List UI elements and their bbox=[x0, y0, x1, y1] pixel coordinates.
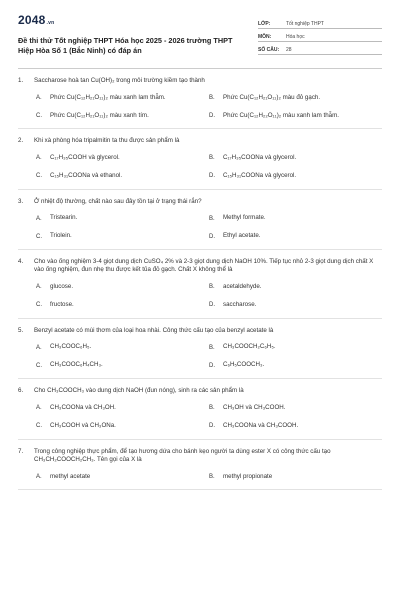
answer-option[interactable] bbox=[36, 402, 209, 415]
answer-option[interactable] bbox=[36, 281, 209, 294]
question-text: Saccharose hoà tan Cu(OH)₂ trong môi trường kiềm tạo thành bbox=[34, 77, 205, 84]
option-text: methyl acetate bbox=[50, 472, 91, 480]
answer-option[interactable] bbox=[36, 152, 209, 165]
option-letter: C. bbox=[36, 422, 42, 429]
logo-text: 2048 bbox=[18, 13, 46, 27]
question-stem bbox=[18, 327, 382, 335]
option-text: CH₃COONa và CH₃COOH. bbox=[223, 421, 299, 429]
question-text: Ở nhiệt độ thường, chất nào sau đây tồn tại ở trạng thái rắn? bbox=[34, 197, 202, 205]
exam-title: Đề thi thử Tốt nghiệp THPT Hóa học 2025 - 2026 trường THPT Hiệp Hòa Số 1 (Bắc Ninh) có đáp án bbox=[18, 36, 233, 56]
answer-option[interactable] bbox=[36, 109, 209, 122]
option-text: CH₃COONa và CH₃OH. bbox=[50, 403, 116, 411]
logo-suffix: .vn bbox=[46, 20, 55, 26]
option-text: CH₃COOH và CH₃ONa. bbox=[50, 421, 116, 429]
title-block bbox=[18, 12, 246, 68]
option-letter: D. bbox=[209, 422, 215, 429]
site-logo[interactable] bbox=[18, 12, 246, 28]
question-item bbox=[18, 69, 382, 129]
question-number: 3. bbox=[18, 197, 24, 205]
meta-subject-row bbox=[258, 29, 382, 42]
option-text: saccharose. bbox=[223, 301, 257, 309]
answer-options bbox=[18, 402, 382, 433]
meta-key: SỐ CÂU: bbox=[258, 47, 280, 54]
option-letter: D. bbox=[209, 362, 215, 369]
option-letter: D. bbox=[209, 302, 215, 309]
option-text: Phức Cu(C₁₂H₂₂O₁₁)₂ màu xanh lam thẫm. bbox=[223, 111, 339, 119]
meta-value: Hóa học bbox=[286, 34, 305, 41]
option-letter: B. bbox=[209, 344, 215, 351]
answer-option[interactable] bbox=[36, 470, 209, 483]
answer-option[interactable] bbox=[209, 420, 382, 433]
question-stem bbox=[18, 448, 382, 465]
answer-option[interactable] bbox=[36, 91, 209, 104]
option-text: Phức Cu(C₁₂H₂₁O₁₁)₂ màu xanh tím. bbox=[50, 111, 149, 119]
question-item bbox=[18, 129, 382, 189]
option-text: Phức Cu(C₁₂H₂₁O₁₁)₂ màu đỏ gạch. bbox=[223, 93, 321, 101]
option-text: C₆H₅COOCH₃. bbox=[223, 361, 265, 369]
option-letter: B. bbox=[209, 404, 215, 411]
answer-option[interactable] bbox=[36, 170, 209, 183]
question-item bbox=[18, 190, 382, 250]
option-text: CH₃COOC₆H₄CH₃. bbox=[50, 361, 103, 369]
option-text: CH₃COOCH₂C₆H₅. bbox=[223, 343, 276, 351]
question-stem bbox=[18, 77, 382, 85]
question-text: Khi xà phòng hóa tripalmitin ta thu được sản phẩm là bbox=[34, 137, 180, 145]
answer-option[interactable] bbox=[209, 470, 382, 483]
answer-option[interactable] bbox=[209, 91, 382, 104]
exam-meta bbox=[258, 16, 382, 68]
option-letter: A. bbox=[36, 284, 42, 291]
option-letter: A. bbox=[36, 215, 42, 222]
option-text: Tristearin. bbox=[50, 214, 78, 222]
answer-option[interactable] bbox=[36, 212, 209, 225]
question-stem bbox=[18, 198, 382, 206]
option-text: Methyl formate. bbox=[223, 214, 266, 222]
question-number: 6. bbox=[18, 387, 24, 395]
option-text: glucose. bbox=[50, 283, 74, 291]
option-letter: C. bbox=[36, 302, 42, 309]
question-item bbox=[18, 250, 382, 319]
question-number: 7. bbox=[18, 447, 24, 455]
option-text: methyl propionate bbox=[223, 472, 273, 480]
answer-option[interactable] bbox=[209, 359, 382, 372]
option-letter: B. bbox=[209, 215, 215, 222]
option-text: CH₃OH và CH₃COOH. bbox=[223, 403, 286, 411]
question-stem bbox=[18, 137, 382, 145]
option-text: C₁₅H₃₁COONa và ethanol. bbox=[50, 172, 123, 180]
answer-option[interactable] bbox=[209, 109, 382, 122]
option-letter: C. bbox=[36, 233, 42, 240]
answer-option[interactable] bbox=[209, 170, 382, 183]
option-letter: B. bbox=[209, 284, 215, 291]
question-number: 5. bbox=[18, 326, 24, 334]
answer-option[interactable] bbox=[209, 281, 382, 294]
option-text: Ethyl acetate. bbox=[223, 232, 261, 240]
answer-option[interactable] bbox=[36, 299, 209, 312]
meta-count-row bbox=[258, 42, 382, 55]
option-letter: D. bbox=[209, 112, 215, 119]
question-stem bbox=[18, 258, 382, 275]
answer-option[interactable] bbox=[209, 402, 382, 415]
option-letter: B. bbox=[209, 94, 215, 101]
option-text: C₁₇H₃₅COOH và glycerol. bbox=[50, 154, 120, 162]
answer-option[interactable] bbox=[209, 230, 382, 243]
question-list bbox=[18, 69, 382, 490]
option-letter: A. bbox=[36, 94, 42, 101]
option-text: Phức Cu(C₁₂H₂₁O₁₁)₂ màu xanh lam thẫm. bbox=[50, 93, 166, 101]
option-letter: A. bbox=[36, 404, 42, 411]
answer-option[interactable] bbox=[209, 299, 382, 312]
option-letter: C. bbox=[36, 112, 42, 119]
option-letter: A. bbox=[36, 155, 42, 162]
option-letter: B. bbox=[209, 473, 215, 480]
option-text: Triolein. bbox=[50, 232, 72, 240]
meta-key: MÔN: bbox=[258, 34, 272, 41]
question-item bbox=[18, 379, 382, 439]
option-letter: C. bbox=[36, 362, 42, 369]
answer-option[interactable] bbox=[209, 152, 382, 165]
answer-option[interactable] bbox=[36, 359, 209, 372]
answer-option[interactable] bbox=[36, 230, 209, 243]
option-text: fructose. bbox=[50, 301, 74, 309]
question-number: 1. bbox=[18, 77, 24, 84]
question-text: Cho vào ống nghiệm 3-4 giọt dung dịch CuSO₄ 2% và 2-3 giọt dung dịch NaOH 10%. Tiếp tục nhỏ 2-3 giọt dung dịch chất X vào ống nghiệm, đun nhẹ thu được kết tủa đỏ gạch. Chất X không thể là bbox=[34, 258, 374, 274]
answer-options bbox=[18, 281, 382, 312]
question-text: Benzyl acetate có mùi thơm của loại hoa nhài. Công thức cấu tạo của benzyl acetate là bbox=[34, 326, 274, 334]
answer-option[interactable] bbox=[209, 341, 382, 354]
option-letter: A. bbox=[36, 473, 42, 480]
answer-options bbox=[18, 152, 382, 183]
option-letter: A. bbox=[36, 344, 42, 351]
question-item bbox=[18, 319, 382, 379]
answer-option[interactable] bbox=[36, 341, 209, 354]
answer-options bbox=[18, 91, 382, 122]
meta-key: LỚP: bbox=[258, 21, 271, 28]
option-letter: D. bbox=[209, 173, 215, 180]
meta-value: Tốt nghiệp THPT bbox=[286, 21, 324, 28]
option-text: CH₃COOC₆H₅. bbox=[50, 343, 92, 351]
option-letter: B. bbox=[209, 155, 215, 162]
question-number: 2. bbox=[18, 137, 24, 145]
option-text: acetaldehyde. bbox=[223, 283, 262, 291]
exam-header bbox=[18, 0, 382, 68]
answer-option[interactable] bbox=[36, 420, 209, 433]
option-text: C₁₅H₃₁COONa và glycerol. bbox=[223, 172, 297, 180]
meta-value: 28 bbox=[286, 47, 292, 54]
question-item bbox=[18, 440, 382, 491]
question-text: Cho CH₃COOCH₃ vào dung dịch NaOH (đun nóng), sinh ra các sản phẩm là bbox=[34, 387, 244, 395]
answer-options bbox=[18, 212, 382, 243]
question-stem bbox=[18, 387, 382, 395]
question-number: 4. bbox=[18, 258, 24, 266]
answer-options bbox=[18, 341, 382, 372]
option-letter: D. bbox=[209, 233, 215, 240]
option-text: C₁₇H₃₅COONa và glycerol. bbox=[223, 154, 297, 162]
meta-class-row bbox=[258, 16, 382, 29]
answer-option[interactable] bbox=[209, 212, 382, 225]
answer-options bbox=[18, 470, 382, 483]
question-text: Trong công nghiệp thực phẩm, để tạo hương dứa cho bánh kẹo người ta dùng ester X có công thức cấu tạo CH₃CH₂COOCH₂CH₃. Tên gọi của X là bbox=[34, 447, 331, 463]
option-letter: C. bbox=[36, 173, 42, 180]
